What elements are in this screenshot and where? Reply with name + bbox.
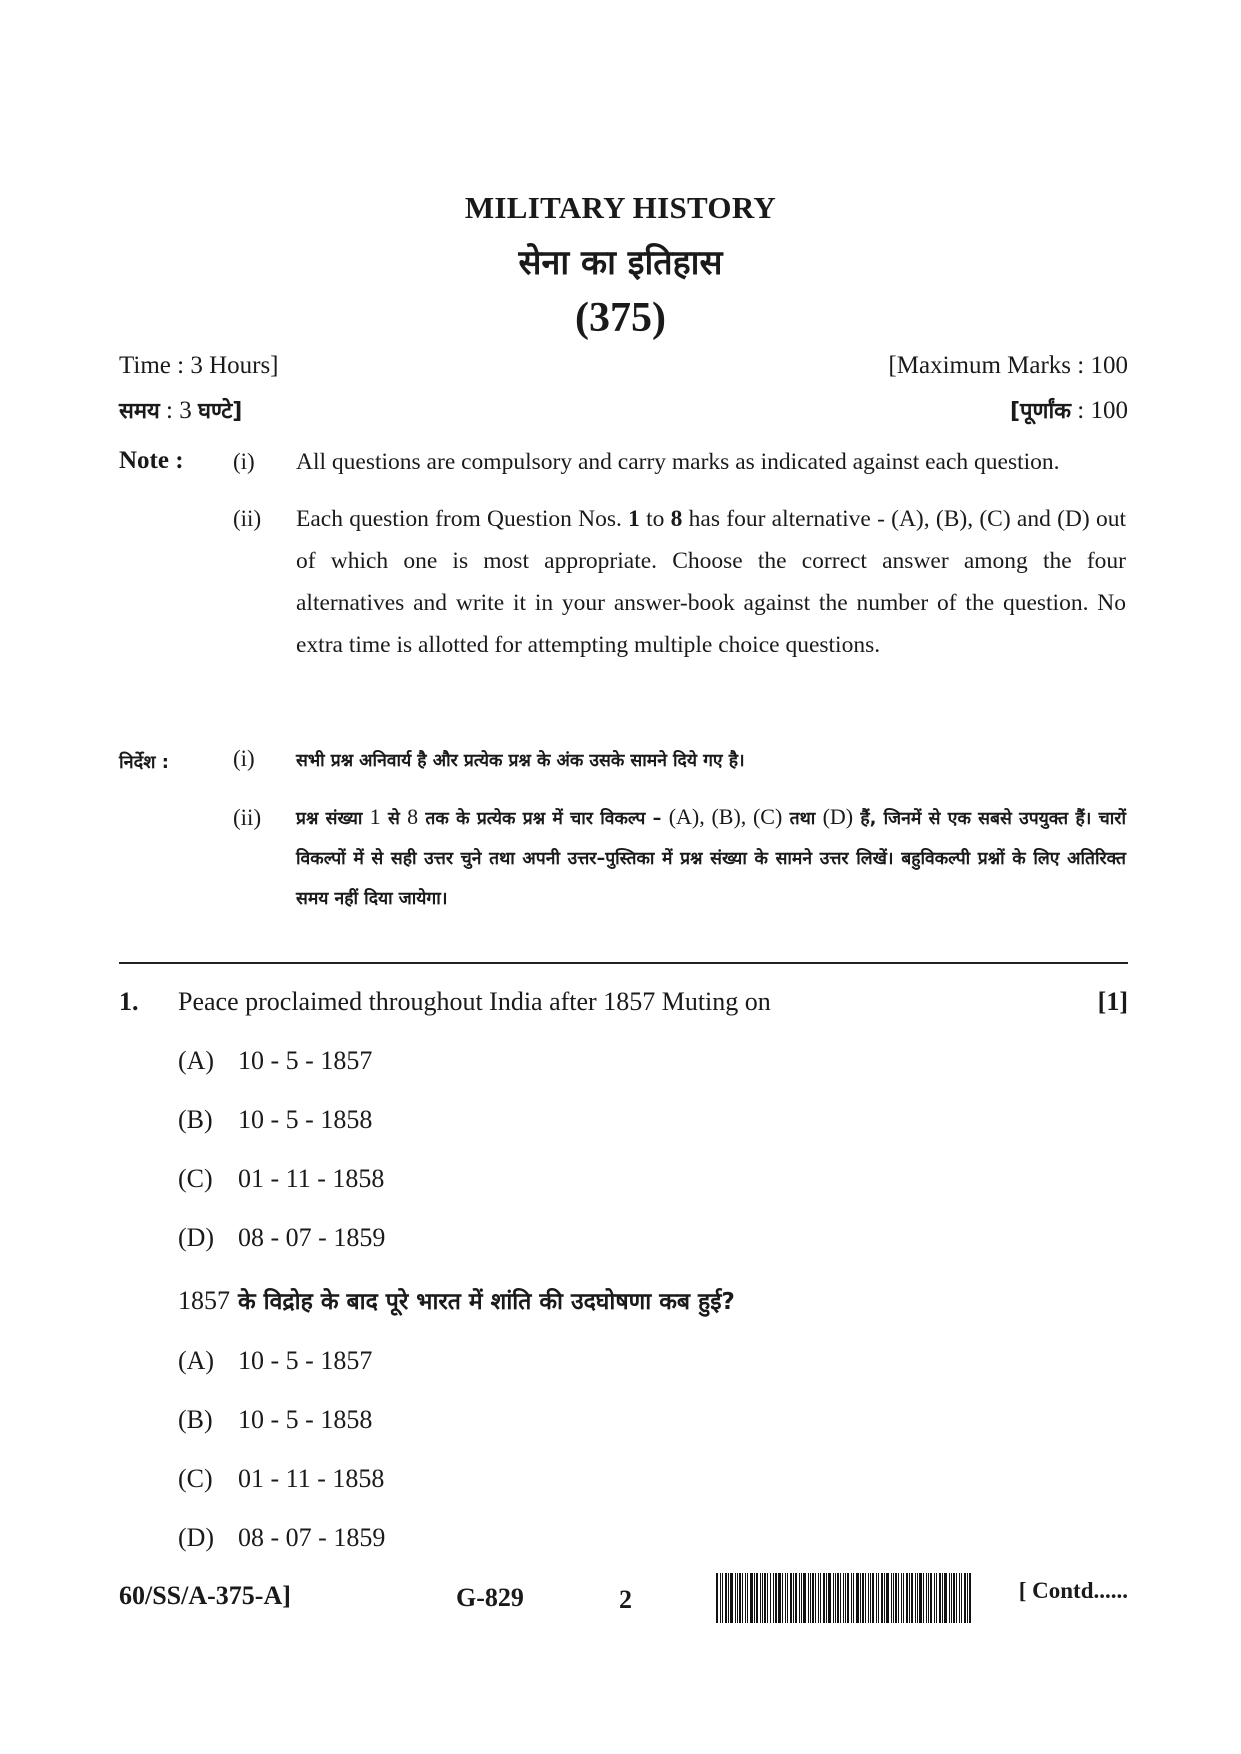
question-number: 1. bbox=[119, 987, 139, 1016]
title-hindi: सेना का इतिहास bbox=[518, 243, 723, 283]
barcode-bar bbox=[903, 1573, 904, 1623]
barcode-bar bbox=[745, 1573, 746, 1623]
barcode-bar bbox=[884, 1573, 885, 1623]
barcode-bar bbox=[909, 1573, 910, 1623]
barcode-bar bbox=[730, 1573, 733, 1623]
max-marks-hindi: [पूर्णांक : 100 bbox=[1009, 397, 1128, 424]
barcode-bar bbox=[911, 1573, 913, 1623]
barcode-bar bbox=[812, 1573, 814, 1623]
barcode-bar bbox=[964, 1573, 966, 1623]
hindi-note-item-text: सभी प्रश्न अनिवार्य है और प्रत्येक प्रश्न के अंक उसके सामने दिये गए है। bbox=[296, 751, 745, 771]
option-b-english: (B) 10 - 5 - 1858 bbox=[178, 1105, 373, 1134]
barcode-bar bbox=[803, 1573, 806, 1623]
page-number: 2 bbox=[619, 1585, 632, 1614]
option-a-hindi: (A) 10 - 5 - 1857 bbox=[178, 1346, 373, 1375]
barcode-bar bbox=[944, 1573, 947, 1623]
barcode-bar bbox=[795, 1573, 797, 1623]
barcode-bar bbox=[739, 1573, 741, 1623]
barcode-bar bbox=[720, 1573, 721, 1623]
question-text-hindi: 1857 के विद्रोह के बाद पूरे भारत में शांति की उदघोषणा कब हुई? bbox=[178, 1286, 735, 1315]
barcode-bar bbox=[810, 1573, 811, 1623]
time-english: Time : 3 Hours] bbox=[119, 352, 279, 379]
barcode-bar bbox=[865, 1573, 866, 1623]
barcode-bar bbox=[915, 1573, 916, 1623]
barcode-bar bbox=[760, 1573, 761, 1623]
barcode-bar bbox=[728, 1573, 729, 1623]
barcode-bar bbox=[872, 1573, 874, 1623]
barcode-bar bbox=[735, 1573, 736, 1623]
barcode-bar bbox=[847, 1573, 849, 1623]
barcode-bar bbox=[862, 1573, 864, 1623]
barcode-bar bbox=[826, 1573, 827, 1623]
barcode-bar bbox=[893, 1573, 894, 1623]
barcode-bar bbox=[930, 1573, 932, 1623]
barcode-bar bbox=[870, 1573, 871, 1623]
barcode-bar bbox=[956, 1573, 957, 1623]
barcode-bar bbox=[722, 1573, 723, 1623]
barcode-bar bbox=[716, 1573, 718, 1623]
max-marks-english: [Maximum Marks : 100 bbox=[888, 352, 1128, 379]
barcode-bar bbox=[851, 1573, 852, 1623]
barcode-bar bbox=[762, 1573, 763, 1623]
time-hindi: समय : 3 घण्टे] bbox=[119, 397, 243, 424]
barcode-bar bbox=[808, 1573, 809, 1623]
barcode-bar bbox=[878, 1573, 879, 1623]
barcode-bar bbox=[939, 1573, 941, 1623]
paper-code: 60/SS/A-375-A] bbox=[119, 1581, 291, 1610]
option-c-english: (C) 01 - 11 - 1858 bbox=[178, 1164, 385, 1193]
barcode-bar bbox=[843, 1573, 844, 1623]
barcode-bar bbox=[764, 1573, 766, 1623]
barcode-bar bbox=[790, 1573, 792, 1623]
question-marks: [1] bbox=[1097, 987, 1128, 1016]
barcode-bar bbox=[942, 1573, 943, 1623]
barcode-bar bbox=[853, 1573, 854, 1623]
hindi-note-item-text: प्रश्न संख्या 1 से 8 तक के प्रत्येक प्रश्न में चार विकल्प – (A), (B), (C) तथा (D) हैं, जिनमें से एक सबसे उपयुक्त हैं। चारों विकल्पों में से सही उत्तर चुने तथा अपनी उत्तर–पुस्तिका में प्रश्न संख्या के सामने उत्तर लिखें। बहुविकल्पी प्रश्नों के लिए अतिरिक्त समय नहीं दिया जायेगा। bbox=[296, 804, 1126, 909]
barcode-bar bbox=[860, 1573, 861, 1623]
barcode-bar bbox=[799, 1573, 800, 1623]
hindi-note-label: निर्देश : bbox=[119, 752, 169, 773]
note-item-number: (ii) bbox=[233, 506, 262, 531]
option-b-hindi: (B) 10 - 5 - 1858 bbox=[178, 1405, 373, 1434]
barcode-bar bbox=[801, 1573, 802, 1623]
barcode-bar bbox=[742, 1573, 743, 1623]
barcode-bar bbox=[959, 1573, 960, 1623]
option-d-english: (D) 08 - 07 - 1859 bbox=[178, 1223, 386, 1252]
barcode-bar bbox=[750, 1573, 753, 1623]
barcode-bar bbox=[775, 1573, 777, 1623]
hindi-note-item-number: (ii) bbox=[233, 805, 262, 830]
barcode-bar bbox=[923, 1573, 924, 1623]
barcode-bar bbox=[876, 1573, 877, 1623]
section-divider bbox=[119, 962, 1128, 964]
barcode-bar bbox=[917, 1573, 918, 1623]
barcode-bar bbox=[773, 1573, 774, 1623]
note-label: Note : bbox=[119, 447, 184, 474]
barcode-bar bbox=[845, 1573, 846, 1623]
barcode-bar bbox=[737, 1573, 738, 1623]
note-item-text: All questions are compulsory and carry marks as indicated against each question. bbox=[296, 449, 1060, 475]
barcode-bar bbox=[778, 1573, 781, 1623]
barcode-bar bbox=[840, 1573, 841, 1623]
barcode-bar bbox=[785, 1573, 786, 1623]
barcode-bar bbox=[820, 1573, 821, 1623]
barcode-bar bbox=[754, 1573, 755, 1623]
barcode-bar bbox=[782, 1573, 783, 1623]
barcode-bar bbox=[886, 1573, 889, 1623]
barcode-bar bbox=[856, 1573, 859, 1623]
barcode-bar bbox=[770, 1573, 771, 1623]
barcode-bar bbox=[818, 1573, 819, 1623]
barcode-bar bbox=[793, 1573, 794, 1623]
continued-label: [ Contd...... bbox=[1018, 1578, 1128, 1603]
barcode-bar bbox=[953, 1573, 955, 1623]
barcode-bar bbox=[895, 1573, 897, 1623]
note-item-number: (i) bbox=[233, 449, 255, 474]
barcode-bar bbox=[787, 1573, 788, 1623]
barcode-bar bbox=[969, 1573, 971, 1623]
barcode-bar bbox=[725, 1573, 727, 1623]
barcode-bar bbox=[936, 1573, 937, 1623]
barcode-bar bbox=[815, 1573, 816, 1623]
option-d-hindi: (D) 08 - 07 - 1859 bbox=[178, 1523, 386, 1552]
question-text-english: Peace proclaimed throughout India after 1857 Muting on bbox=[178, 987, 771, 1016]
barcode-bar bbox=[934, 1573, 935, 1623]
series-code: G-829 bbox=[456, 1583, 524, 1612]
barcode-bar bbox=[926, 1573, 927, 1623]
barcode bbox=[716, 1573, 974, 1623]
note-item-text: Each question from Question Nos. 1 to 8 has four alternative - (A), (B), (C) and (D) out of which one is most appropriate. Choose the correct answer among the four alternatives and write it in your answer-book against the number of the question. No extra time is allotted for attempting multiple choice questions. bbox=[296, 506, 1126, 658]
barcode-bar bbox=[906, 1573, 908, 1623]
barcode-bar bbox=[901, 1573, 902, 1623]
barcode-bar bbox=[919, 1573, 922, 1623]
barcode-bar bbox=[891, 1573, 892, 1623]
barcode-bar bbox=[951, 1573, 952, 1623]
barcode-bar bbox=[747, 1573, 748, 1623]
barcode-bar bbox=[898, 1573, 899, 1623]
barcode-bar bbox=[756, 1573, 758, 1623]
barcode-bar bbox=[767, 1573, 768, 1623]
barcode-bar bbox=[835, 1573, 836, 1623]
option-c-hindi: (C) 01 - 11 - 1858 bbox=[178, 1464, 385, 1493]
barcode-bar bbox=[823, 1573, 825, 1623]
hindi-note-item-number: (i) bbox=[233, 746, 255, 771]
barcode-bar bbox=[833, 1573, 834, 1623]
option-a-english: (A) 10 - 5 - 1857 bbox=[178, 1046, 373, 1075]
barcode-bar bbox=[928, 1573, 929, 1623]
barcode-bar bbox=[881, 1573, 883, 1623]
barcode-bar bbox=[949, 1573, 950, 1623]
title-english: MILITARY HISTORY bbox=[464, 190, 777, 225]
barcode-bar bbox=[837, 1573, 839, 1623]
barcode-bar bbox=[868, 1573, 869, 1623]
barcode-bar bbox=[828, 1573, 831, 1623]
subject-code: (375) bbox=[575, 295, 666, 341]
barcode-bar bbox=[961, 1573, 962, 1623]
barcode-bar bbox=[967, 1573, 968, 1623]
